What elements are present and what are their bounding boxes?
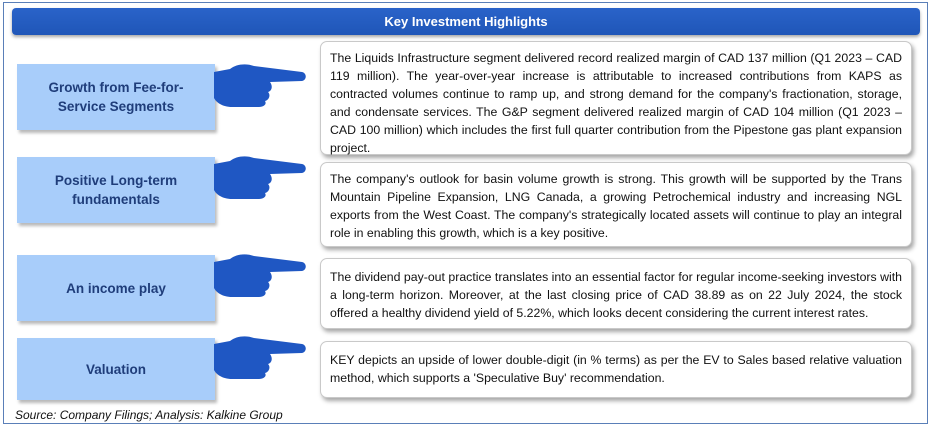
highlight-label: An income play [17, 255, 215, 321]
pointing-hand-icon [212, 152, 308, 200]
highlight-label: Positive Long-term fundamentals [17, 157, 215, 223]
highlight-text: KEY depicts an upside of lower double-digit (in % terms) as per the EV to Sales based relative valuation method, which supports a 'Speculative Buy' recommendation. [320, 341, 912, 398]
highlight-label: Growth from Fee-for-Service Segments [17, 64, 215, 130]
highlight-text: The company's outlook for basin volume growth is strong. This growth will be supported by the Trans Mountain Pipeline Expansion, LNG Canada, a growing Petrochemical industry and increasing NGL exports from the West Coast. The company's strategically located assets will continue to play an integral role in enabling this growth, which is a key positive. [320, 162, 912, 247]
page-title: Key Investment Highlights [12, 8, 920, 35]
highlight-text: The dividend pay-out practice translates into an essential factor for regular income-seeking investors with a long-term horizon. Moreover, at the last closing price of CAD 38.89 as on 22 July 2024, the stock offered a healthy dividend yield of 5.22%, which looks decent considering the current interest rates. [320, 258, 912, 329]
pointing-hand-icon [212, 332, 308, 380]
pointing-hand-icon [212, 60, 308, 108]
highlight-text: The Liquids Infrastructure segment delivered record realized margin of CAD 137 million (Q1 2023 – CAD 119 million). The year-over-year increase is attributable to increased contributions from KAPS as contracted volumes continue to ramp up, and strong demand for the company's fractionation, storage, and condensate services. The G&P segment delivered realized margin of CAD 104 million (Q1 2023 – CAD 100 million) which includes the first full quarter contribution from the Pipestone gas plant expansion project. [320, 41, 912, 155]
source-note: Source: Company Filings; Analysis: Kalkine Group [15, 408, 283, 422]
pointing-hand-icon [212, 250, 308, 298]
highlight-label: Valuation [17, 338, 215, 400]
